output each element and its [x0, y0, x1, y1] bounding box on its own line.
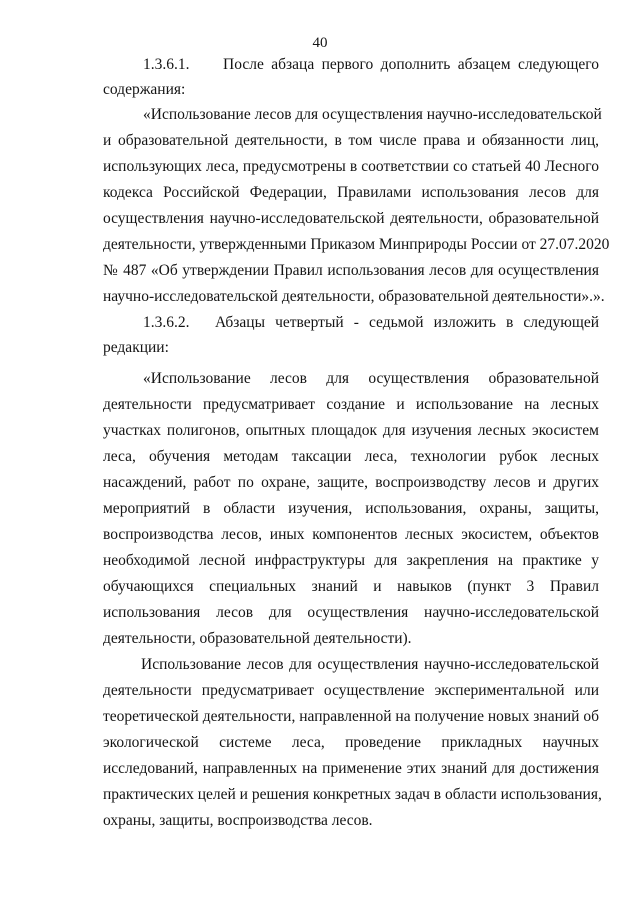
section-1-intro-cont: содержания:	[103, 81, 186, 98]
section-2-para1-line: использования лесов для осуществления научно-исследовательской	[103, 604, 599, 621]
section-2-para1-line: деятельности, образовательной деятельности).	[103, 630, 412, 647]
section-2-para1-line: «Использование лесов для осуществления образовательной	[143, 370, 599, 387]
section-2-number: 1.3.6.2.	[143, 314, 190, 331]
section-2-para2-line: исследований, направленных на применение этих знаний для достижения	[103, 760, 599, 777]
section-2-para2-line: теоретической деятельности, направленной на получение новых знаний об	[103, 708, 599, 725]
section-2-para1-line: обучающихся специальных знаний и навыков (пункт 3 Правил	[103, 578, 599, 595]
section-1-quote-line: осуществления научно-исследовательской деятельности, образовательной	[103, 210, 599, 227]
section-2-para1-line: необходимой лесной инфраструктуры для закрепления на практике у	[103, 552, 599, 569]
section-1-quote-line: научно-исследовательской деятельности, образовательной деятельности».».	[103, 288, 605, 305]
section-2-para1-line: мероприятий в области изучения, использования, охраны, защиты,	[103, 500, 599, 517]
section-2-para2-line: практических целей и решения конкретных задач в области использования,	[103, 786, 602, 803]
section-1-quote-line: и образовательной деятельности, в том числе права и обязанности лиц,	[103, 132, 599, 149]
section-2-para2-line: экологической системе леса, проведение прикладных научных	[103, 734, 599, 751]
section-2-para1-line: леса, обучения методам таксации леса, технологии рубок лесных	[103, 448, 599, 465]
section-2-para1-line: воспроизводства лесов, иных компонентов лесных экосистем, объектов	[103, 526, 599, 543]
section-1-quote-line: № 487 «Об утверждении Правил использования лесов для осуществления	[103, 262, 599, 279]
section-1-number: 1.3.6.1.	[143, 56, 190, 73]
section-2-para2-line: Использование лесов для осуществления научно-исследовательской	[141, 656, 599, 673]
page-number: 40	[312, 35, 328, 51]
section-2-intro: Абзацы четвертый - седьмой изложить в следующей	[215, 314, 599, 331]
section-1-quote-line: кодекса Российской Федерации, Правилами использования лесов для	[103, 184, 599, 201]
section-1-quote-line: использующих леса, предусмотрены в соответствии со статьей 40 Лесного	[103, 158, 599, 175]
section-2-para1-line: участках полигонов, опытных площадок для изучения лесных экосистем	[103, 422, 599, 439]
section-2-para1-line: деятельности предусматривает создание и использование на лесных	[103, 396, 599, 413]
section-1-quote-line: «Использование лесов для осуществления научно-исследовательской	[143, 106, 602, 123]
section-1-intro: После абзаца первого дополнить абзацем следующего	[223, 56, 599, 73]
section-2-para2-line: деятельности предусматривает осуществление экспериментальной или	[103, 682, 599, 699]
section-1-quote-line: деятельности, утвержденными Приказом Минприроды России от 27.07.2020	[103, 236, 610, 253]
section-2-para1-line: насаждений, работ по охране, защите, воспроизводству лесов и других	[103, 474, 599, 491]
section-2-intro-cont: редакции:	[103, 339, 169, 356]
section-2-para2-line: охраны, защиты, воспроизводства лесов.	[103, 812, 373, 829]
